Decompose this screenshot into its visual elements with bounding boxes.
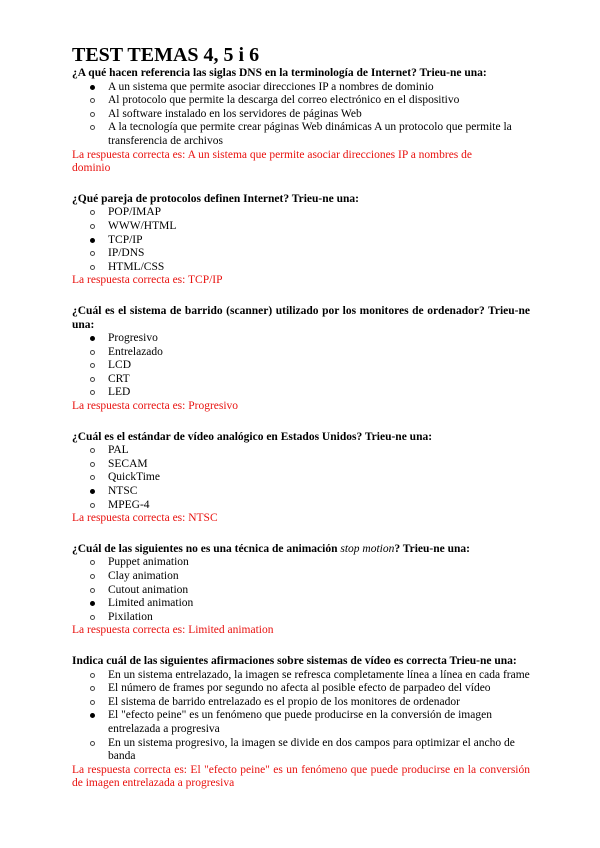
option-label: LCD bbox=[108, 359, 131, 372]
option-item[interactable] bbox=[88, 584, 530, 598]
option-item[interactable] bbox=[88, 108, 530, 122]
option-label: Limited animation bbox=[108, 597, 194, 610]
radio-unselected-icon bbox=[90, 377, 95, 382]
question-text bbox=[72, 543, 530, 557]
question-text-start: ¿Cuál de las siguientes no es una técnica de animación bbox=[72, 542, 341, 555]
option-label: PAL bbox=[108, 444, 129, 457]
option-label: TCP/IP bbox=[108, 233, 143, 246]
option-label: QuickTime bbox=[108, 471, 160, 484]
option-label: En un sistema entrelazado, la imagen se refresca completamente línea a línea en cada frame bbox=[108, 668, 530, 681]
option-item[interactable] bbox=[88, 346, 530, 360]
options-list bbox=[72, 669, 530, 764]
correct-answer: La respuesta correcta es: El "efecto peine" es un fenómeno que puede producirse en la conversión de imagen entrelazada a progresiva bbox=[72, 763, 530, 790]
radio-unselected-icon bbox=[90, 224, 95, 229]
radio-unselected-icon bbox=[90, 503, 95, 508]
option-item[interactable] bbox=[88, 485, 530, 499]
option-label: El sistema de barrido entrelazado es el propio de los monitores de ordenador bbox=[108, 695, 460, 708]
page-title: TEST TEMAS 4, 5 i 6 bbox=[72, 44, 260, 66]
correct-answer: La respuesta correcta es: A un sistema que permite asociar direcciones IP a nombres de dominio bbox=[72, 148, 473, 175]
option-label: El "efecto peine" es un fenómeno que puede producirse en la conversión de imagen entrelazada a progresiva bbox=[108, 709, 492, 735]
options-list bbox=[72, 556, 530, 624]
question-block bbox=[72, 431, 530, 526]
option-label: Clay animation bbox=[108, 570, 179, 582]
option-item[interactable] bbox=[88, 332, 530, 346]
option-label: A un sistema que permite asociar direcciones IP a nombres de dominio bbox=[108, 80, 434, 93]
option-label: SECAM bbox=[108, 457, 148, 470]
radio-unselected-icon bbox=[90, 210, 95, 215]
option-label: MPEG-4 bbox=[108, 498, 150, 511]
question-text-end: ? Trieu-ne una: bbox=[394, 542, 470, 555]
option-item[interactable] bbox=[88, 597, 530, 611]
radio-unselected-icon bbox=[90, 686, 95, 691]
option-item[interactable] bbox=[88, 444, 530, 458]
option-item[interactable] bbox=[88, 359, 530, 373]
radio-unselected-icon bbox=[90, 615, 95, 620]
radio-unselected-icon bbox=[90, 700, 95, 705]
option-label: WWW/HTML bbox=[108, 219, 177, 232]
option-label: IP/DNS bbox=[108, 247, 145, 260]
question-block bbox=[72, 193, 530, 288]
question-text: Indica cuál de las siguientes afirmaciones sobre sistemas de vídeo es correcta Trieu-ne una: bbox=[72, 654, 517, 667]
option-label: En un sistema progresivo, la imagen se divide en dos campos para optimizar el ancho de banda bbox=[108, 736, 515, 763]
options-list bbox=[72, 81, 530, 149]
radio-selected-icon bbox=[90, 713, 95, 718]
radio-unselected-icon bbox=[90, 251, 95, 256]
option-label: A la tecnología que permite crear páginas Web dinámicas A un protocolo que permite la transferencia de archivos bbox=[108, 121, 512, 147]
question-block bbox=[72, 543, 530, 638]
radio-selected-icon bbox=[90, 85, 95, 90]
options-list bbox=[72, 206, 530, 274]
option-label: POP/IMAP bbox=[108, 206, 162, 219]
radio-unselected-icon bbox=[90, 462, 95, 467]
option-item[interactable] bbox=[88, 682, 530, 696]
option-item[interactable] bbox=[88, 261, 530, 275]
option-item[interactable] bbox=[88, 121, 530, 148]
option-label: LED bbox=[108, 386, 131, 399]
radio-unselected-icon bbox=[90, 588, 95, 593]
question-block bbox=[72, 655, 530, 791]
radio-unselected-icon bbox=[90, 265, 95, 270]
option-label: HTML/CSS bbox=[108, 260, 165, 273]
radio-unselected-icon bbox=[90, 98, 95, 103]
option-label: Al protocolo que permite la descarga del correo electrónico en el dispositivo bbox=[108, 94, 460, 107]
option-item[interactable] bbox=[88, 373, 530, 387]
option-item[interactable] bbox=[88, 696, 530, 710]
radio-selected-icon bbox=[90, 336, 95, 341]
question-text: ¿Cuál es el estándar de vídeo analógico en Estados Unidos? Trieu-ne una: bbox=[72, 430, 433, 443]
option-item[interactable] bbox=[88, 458, 530, 472]
option-item[interactable] bbox=[88, 247, 530, 261]
option-label: Entrelazado bbox=[108, 345, 163, 358]
radio-selected-icon bbox=[90, 489, 95, 494]
question-text: ¿A qué hacen referencia las siglas DNS en la terminología de Internet? Trieu-ne una: bbox=[72, 67, 487, 79]
radio-selected-icon bbox=[90, 601, 95, 606]
option-item[interactable] bbox=[88, 206, 530, 220]
option-label: El número de frames por segundo no afecta al posible efecto de parpadeo del vídeo bbox=[108, 682, 491, 695]
correct-answer: La respuesta correcta es: NTSC bbox=[72, 512, 218, 525]
question-block bbox=[72, 305, 530, 414]
question-text-emphasis: stop motion bbox=[340, 542, 395, 555]
radio-unselected-icon bbox=[90, 475, 95, 480]
option-item[interactable] bbox=[88, 611, 530, 625]
option-item[interactable] bbox=[88, 81, 530, 95]
option-item[interactable] bbox=[88, 737, 530, 764]
radio-unselected-icon bbox=[90, 448, 95, 453]
correct-answer: La respuesta correcta es: TCP/IP bbox=[72, 274, 223, 287]
option-label: Al software instalado en los servidores de páginas Web bbox=[108, 107, 362, 120]
radio-unselected-icon bbox=[90, 350, 95, 355]
option-item[interactable] bbox=[88, 499, 530, 513]
question-block bbox=[72, 67, 530, 176]
radio-unselected-icon bbox=[90, 112, 95, 117]
radio-selected-icon bbox=[90, 238, 95, 243]
radio-unselected-icon bbox=[90, 560, 95, 565]
option-item[interactable] bbox=[88, 471, 530, 485]
option-label: CRT bbox=[108, 372, 130, 385]
correct-answer: La respuesta correcta es: Progresivo bbox=[72, 400, 239, 413]
option-item[interactable] bbox=[88, 669, 530, 683]
radio-unselected-icon bbox=[90, 741, 95, 746]
correct-answer: La respuesta correcta es: Limited animation bbox=[72, 624, 274, 637]
options-list bbox=[72, 332, 530, 400]
radio-unselected-icon bbox=[90, 574, 95, 579]
question-text: ¿Qué pareja de protocolos definen Internet? Trieu-ne una: bbox=[72, 192, 359, 205]
option-item[interactable] bbox=[88, 386, 530, 400]
option-item[interactable] bbox=[88, 556, 530, 570]
radio-unselected-icon bbox=[90, 390, 95, 395]
option-label: Pixilation bbox=[108, 610, 153, 623]
option-item[interactable] bbox=[88, 234, 530, 248]
option-item[interactable] bbox=[88, 570, 530, 584]
radio-unselected-icon bbox=[90, 125, 95, 130]
radio-unselected-icon bbox=[90, 673, 95, 678]
radio-unselected-icon bbox=[90, 363, 95, 368]
options-list bbox=[72, 444, 530, 512]
option-item[interactable] bbox=[88, 220, 530, 234]
option-label: Progresivo bbox=[108, 332, 158, 345]
option-label: Puppet animation bbox=[108, 556, 189, 569]
question-text: ¿Cuál es el sistema de barrido (scanner) utilizado por los monitores de ordenador? Trieu-ne una: bbox=[72, 304, 530, 331]
option-item[interactable] bbox=[88, 709, 530, 736]
option-label: Cutout animation bbox=[108, 583, 189, 596]
option-item[interactable] bbox=[88, 94, 530, 108]
option-label: NTSC bbox=[108, 485, 138, 498]
